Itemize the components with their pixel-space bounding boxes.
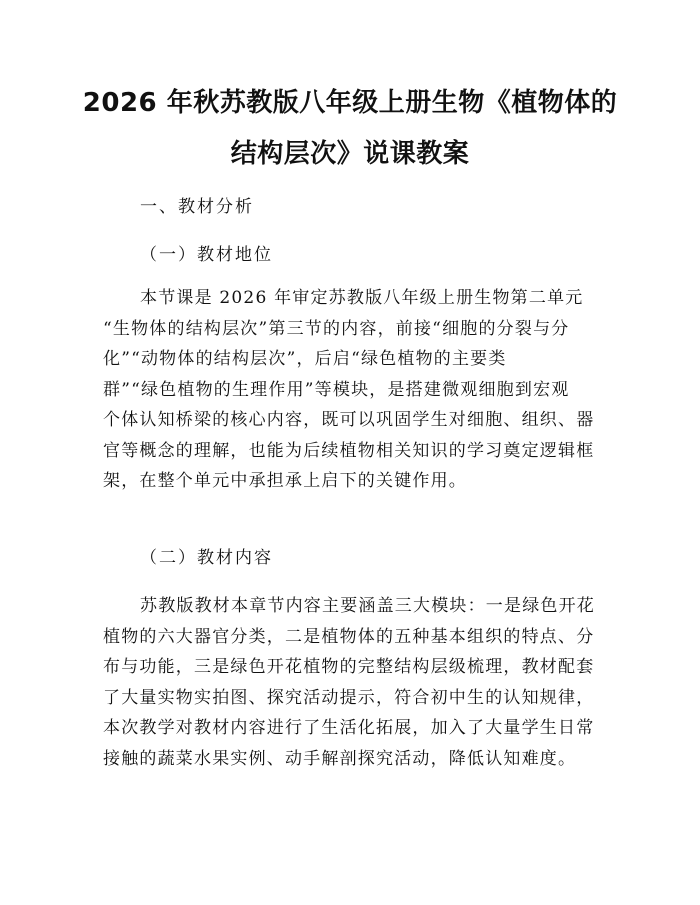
paragraph-line: 群”“绿色植物的生理作用”等模块，是搭建微观细胞到宏观	[103, 379, 570, 400]
paragraph-line: 苏教版教材本章节内容主要涵盖三大模块：一是绿色开花	[140, 596, 595, 616]
paragraph-line: 了大量实物实拍图、探究活动提示，符合初中生的认知规律，	[103, 687, 595, 708]
paragraph-line: 官等概念的理解，也能为后续植物相关知识的学习奠定逻辑框	[103, 440, 595, 461]
paragraph-line: 化”“动物体的结构层次”，后启“绿色植物的主要类	[103, 349, 507, 369]
document-title-line-1: 2026 年秋苏教版八年级上册生物《植物体的	[82, 88, 618, 118]
paragraph-line: “生物体的结构层次”第三节的内容，前接“细胞的分裂与分	[103, 318, 570, 339]
paragraph-line: 植物的六大器官分类，二是植物体的五种基本组织的特点、分	[103, 626, 595, 647]
paragraph-line: 个体认知桥梁的核心内容，既可以巩固学生对细胞、组织、器	[103, 410, 595, 430]
paragraph-line: 本次教学对教材内容进行了生活化拓展，加入了大量学生日常	[103, 718, 595, 738]
paragraph-textbook-content	[103, 591, 603, 774]
paragraph-line: 接触的蔬菜水果实例、动手解剖探究活动，降低认知难度。	[103, 748, 577, 769]
paragraph-textbook-status	[103, 283, 603, 497]
subsection-heading-textbook-status: （一）教材地位	[140, 245, 273, 265]
paragraph-line: 架，在整个单元中承担承上启下的关键作用。	[103, 471, 467, 491]
section-heading-textbook-analysis: 一、教材分析	[140, 197, 254, 217]
paragraph-line: 布与功能，三是绿色开花植物的完整结构层级梳理，教材配套	[103, 657, 595, 677]
subsection-heading-textbook-content: （二）教材内容	[140, 548, 273, 568]
document-title-line-2: 结构层次》说课教案	[230, 139, 470, 169]
paragraph-line: 本节课是 2026 年审定苏教版八年级上册生物第二单元	[140, 288, 584, 308]
